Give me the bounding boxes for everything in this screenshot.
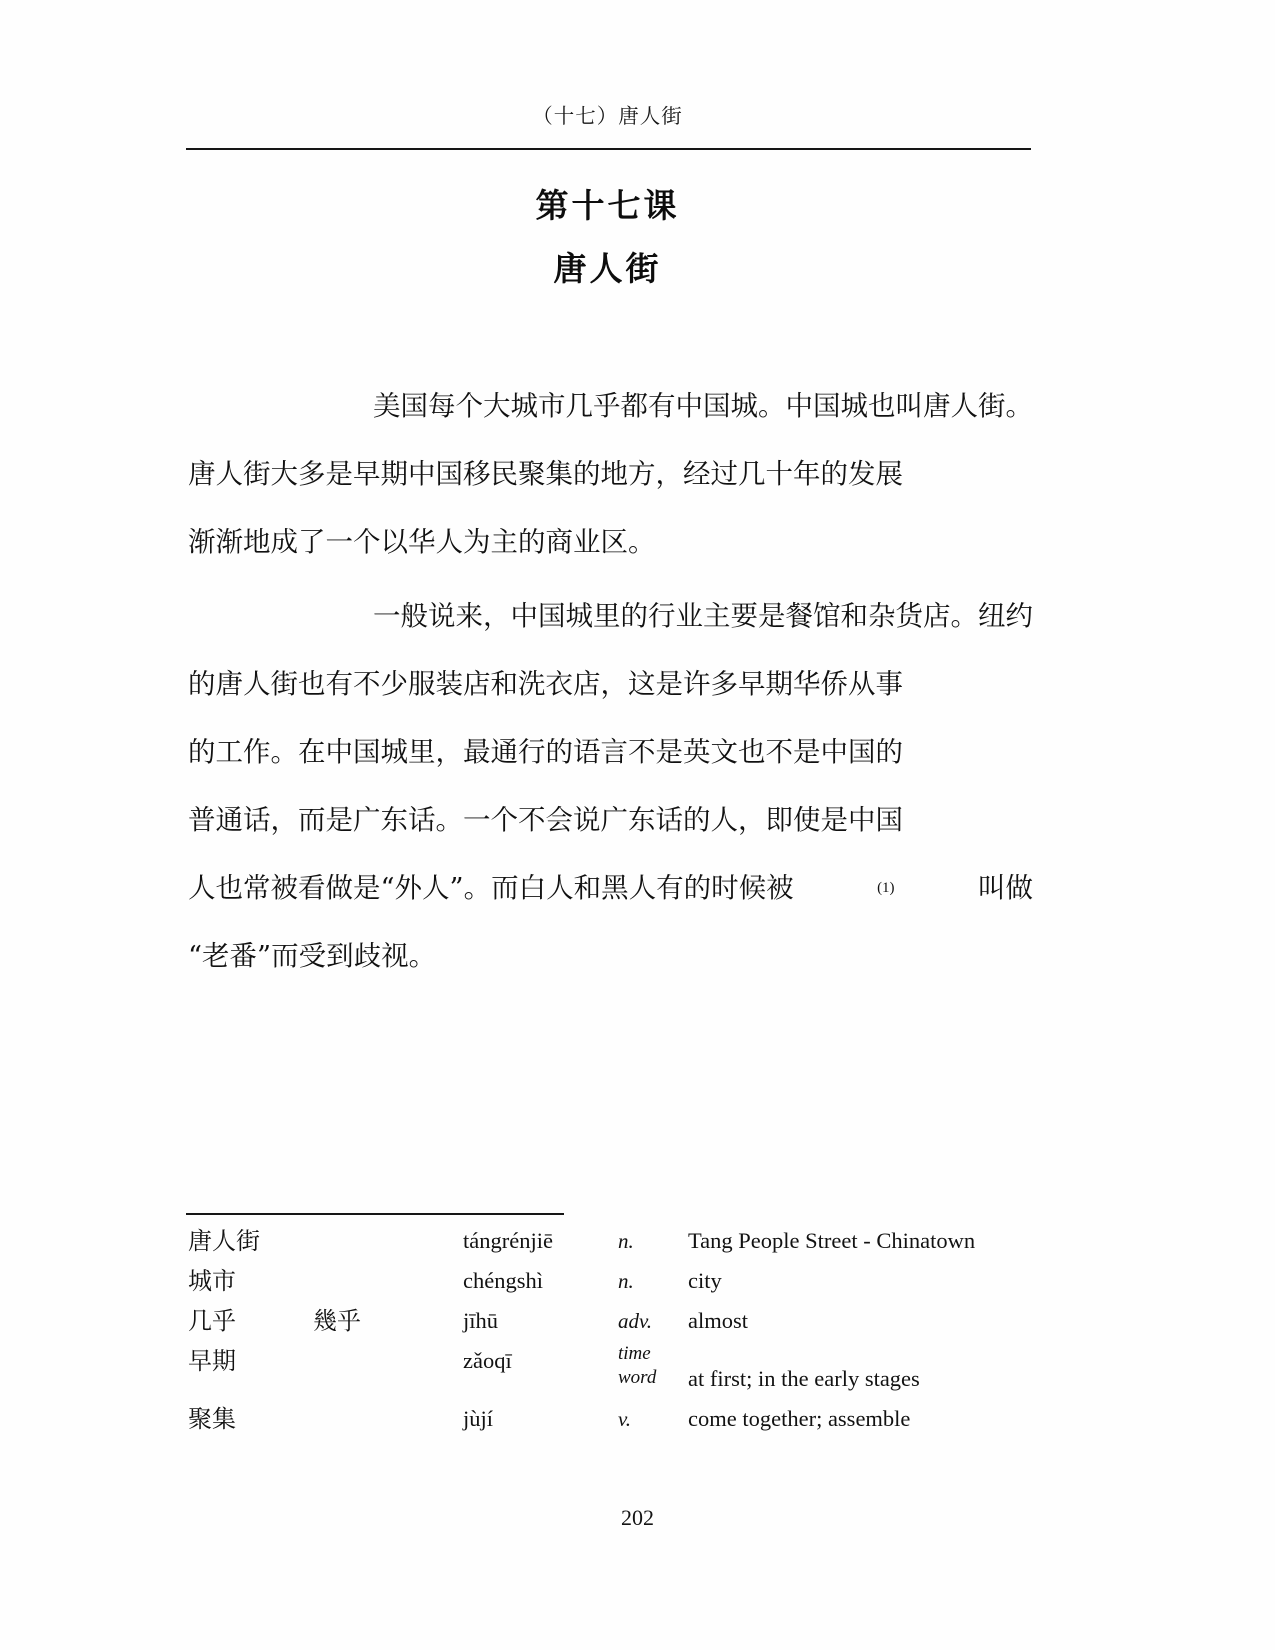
paragraph-1 [188, 372, 1033, 576]
paragraph-2-line-4 [188, 786, 1033, 854]
vocab-traditional [313, 1341, 463, 1399]
table-row [188, 1399, 1033, 1439]
paragraph-1-line-3: 渐渐地成了一个以华人为主的商业区。 [188, 526, 656, 558]
vocab-pinyin: chéngshì [463, 1268, 543, 1293]
vocab-simplified: 早期 [188, 1347, 236, 1375]
vocab-traditional [313, 1261, 463, 1301]
table-row [188, 1301, 1033, 1341]
vocab-definition-text: at first; in the early stages [688, 1366, 920, 1391]
paragraph-2-line-1 [188, 582, 1033, 650]
page-number: 202 [621, 1505, 654, 1530]
vocabulary-divider-rule [186, 1213, 564, 1215]
vocab-definition: come together; assemble [688, 1406, 911, 1431]
vocab-pos-line-1: time [618, 1343, 651, 1364]
footnote-reference-marker: (1) [877, 880, 895, 896]
paragraph-2-line-1-text: 一般说来，中国城里的行业主要是餐馆和杂货店。纽约 [373, 600, 1033, 632]
vocab-definition: city [688, 1268, 722, 1293]
paragraph-1-line-1-text: 美国每个大城市几乎都有中国城。中国城也叫唐人街。 [373, 390, 1033, 422]
paragraph-1-line-1 [188, 372, 1033, 440]
vocab-traditional [313, 1221, 463, 1261]
paragraph-2-line-2-text: 的唐人街也有不少服装店和洗衣店，这是许多早期华侨从事 [188, 668, 903, 700]
paragraph-2-line-3-text: 的工作。在中国城里，最通行的语言不是英文也不是中国的 [188, 736, 903, 768]
paragraph-2-line-3 [188, 718, 1033, 786]
paragraph-2-line-5-tail: 叫做 [978, 872, 1033, 904]
vocab-definition: Tang People Street - Chinatown [688, 1228, 976, 1253]
vocab-part-of-speech: adv. [618, 1309, 653, 1333]
vocab-definition [688, 1341, 1033, 1399]
vocab-traditional: 幾乎 [313, 1307, 361, 1335]
vocab-simplified: 城市 [188, 1267, 236, 1295]
vocab-part-of-speech: n. [618, 1269, 634, 1293]
lesson-title-heading: 唐人街 [553, 249, 662, 288]
paragraph-2-line-6: “老番”而受到歧视。 [188, 940, 437, 972]
vocab-pinyin: zǎoqī [463, 1348, 512, 1373]
vocab-pinyin: jīhū [463, 1308, 499, 1333]
paragraph-1-line-2-text: 唐人街大多是早期中国移民聚集的地方，经过几十年的发展 [188, 458, 903, 490]
paragraph-indent [188, 372, 244, 440]
vocab-part-of-speech: v. [618, 1407, 632, 1431]
vocab-part-of-speech: n. [618, 1229, 634, 1253]
table-row [188, 1341, 1033, 1399]
table-row [188, 1221, 1033, 1261]
body-text-block [188, 372, 1033, 996]
running-header: （十七）唐人街 [532, 104, 683, 128]
vocab-pos-line-2: word [618, 1367, 657, 1388]
paragraph-2-line-2 [188, 650, 1033, 718]
vocab-pinyin: tángrénjiē [463, 1228, 553, 1253]
table-row [188, 1261, 1033, 1301]
header-divider-rule [186, 148, 1031, 150]
paragraph-2-line-5-text: 人也常被看做是“外人”。而白人和黑人有的时候被 [188, 872, 794, 904]
vocab-pinyin: jùjí [463, 1406, 494, 1431]
vocab-traditional [313, 1399, 463, 1439]
vocab-definition: almost [688, 1308, 748, 1333]
vocab-simplified: 几乎 [188, 1307, 236, 1335]
paragraph-1-line-2 [188, 440, 1033, 508]
vocab-simplified: 唐人街 [188, 1227, 260, 1255]
paragraph-2 [188, 582, 1033, 990]
lesson-number-heading: 第十七课 [535, 186, 680, 225]
vocab-part-of-speech [618, 1341, 688, 1399]
vocab-simplified: 聚集 [188, 1405, 236, 1433]
paragraph-2-line-5 [188, 854, 1033, 922]
vocabulary-table [188, 1221, 1033, 1439]
paragraph-2-line-4-text: 普通话，而是广东话。一个不会说广东话的人，即使是中国 [188, 804, 903, 836]
paragraph-indent [188, 582, 244, 650]
